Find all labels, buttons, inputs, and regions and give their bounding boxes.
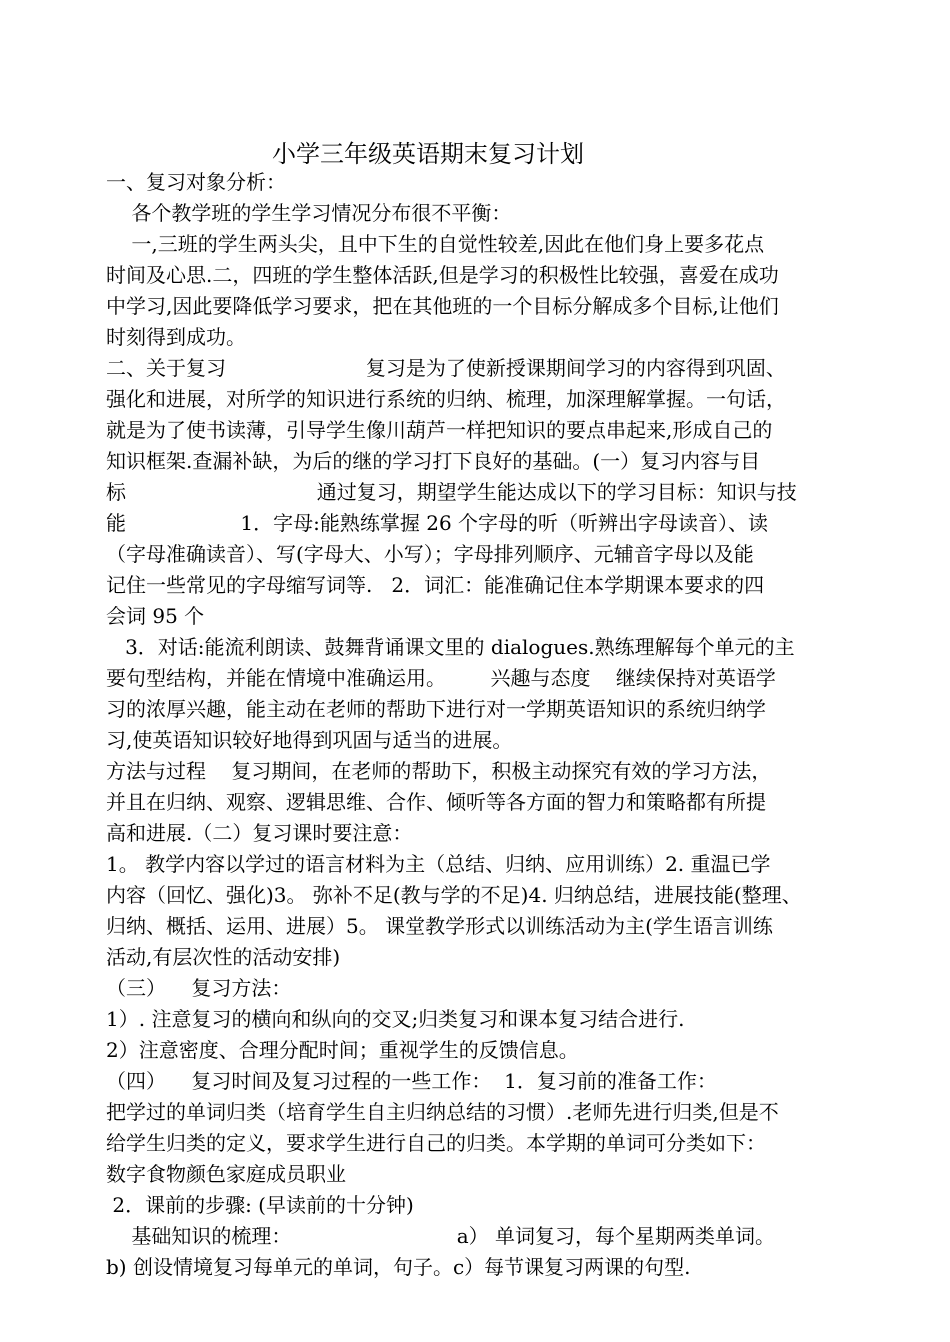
paragraph-line: （字母准确读音）、写(字母大、小写）；字母排列顺序、元辅音字母以及能 bbox=[106, 542, 754, 566]
paragraph-line: 数字食物颜色家庭成员职业 bbox=[106, 1162, 346, 1186]
paragraph-line: 把学过的单词归类（培育学生自主归纳总结的习惯）.老师先进行归类,但是不 bbox=[106, 1100, 779, 1124]
paragraph-line: 标 通过复习，期望学生能达成以下的学习目标：知识与技 bbox=[106, 480, 797, 504]
paragraph-line: 时间及心思.二，四班的学生整体活跃,但是学习的积极性比较强，喜爱在成功 bbox=[106, 263, 779, 287]
section-1-heading: 一、复习对象分析： bbox=[106, 170, 286, 194]
paragraph-line: 记住一些常见的字母缩写词等. 2．词汇：能准确记住本学期课本要求的四 bbox=[106, 573, 765, 597]
paragraph-line: 一,三班的学生两头尖，且中下生的自觉性较差,因此在他们身上要多花点 bbox=[106, 232, 765, 256]
paragraph-line: 要句型结构，并能在情境中准确运用。 兴趣与态度 继续保持对英语学 bbox=[106, 666, 776, 690]
paragraph-line: 各个教学班的学生学习情况分布很不平衡： bbox=[106, 201, 512, 225]
paragraph-line: 3．对话:能流利朗读、鼓舞背诵课文里的 dialogues.熟练理解每个单元的主 bbox=[106, 635, 795, 659]
paragraph-line: 习的浓厚兴趣，能主动在老师的帮助下进行对一学期英语知识的系统归纳学 bbox=[106, 697, 766, 721]
section-4-heading: （四） 复习时间及复习过程的一些工作： 1．复习前的准备工作： bbox=[106, 1069, 717, 1093]
paragraph-line: 就是为了使书读薄，引导学生像川葫芦一样把知识的要点串起来,形成自己的 bbox=[106, 418, 773, 442]
paragraph-line: 2）注意密度、合理分配时间；重视学生的反馈信息。 bbox=[106, 1038, 579, 1062]
paragraph-line: 基础知识的梳理： a） 单词复习，每个星期两类单词。 bbox=[106, 1224, 776, 1248]
paragraph-line: 高和进展.（二）复习课时要注意： bbox=[106, 821, 413, 845]
paragraph-line: 归纳、概括、运用、进展）5。 课堂教学形式以训练活动为主(学生语言训练 bbox=[106, 914, 773, 938]
section-3-heading: （三） 复习方法： bbox=[106, 976, 292, 1000]
paragraph-line: 中学习,因此要降低学习要求，把在其他班的一个目标分解成多个目标,让他们 bbox=[106, 294, 779, 318]
document-title: 小学三年级英语期末复习计划 bbox=[272, 140, 584, 168]
paragraph-line: 活动,有层次性的活动安排) bbox=[106, 945, 341, 969]
paragraph-line: 强化和进展，对所学的知识进行系统的归纳、梳理，加深理解掌握。一句话， bbox=[106, 387, 786, 411]
paragraph-line: 方法与过程 复习期间，在老师的帮助下，积极主动探究有效的学习方法， bbox=[106, 759, 772, 783]
paragraph-line: b) 创设情境复习每单元的单词，句子。c）每节课复习两课的句型. bbox=[106, 1255, 691, 1279]
paragraph-line: 给学生归类的定义，要求学生进行自己的归类。本学期的单词可分类如下： bbox=[106, 1131, 766, 1155]
paragraph-line: 时刻得到成功。 bbox=[106, 325, 246, 349]
paragraph-line: 会词 95 个 bbox=[106, 604, 205, 628]
paragraph-line: 1）. 注意复习的横向和纵向的交叉;归类复习和课本复习结合进行. bbox=[106, 1007, 685, 1031]
paragraph-line: 内容（回忆、强化)3。 弥补不足(教与学的不足)4. 归纳总结，进展技能(整理、 bbox=[106, 883, 802, 907]
paragraph-line: 并且在归纳、观察、逻辑思维、合作、倾听等各方面的智力和策略都有所提 bbox=[106, 790, 766, 814]
paragraph-line: 2．课前的步骤: (早读前的十分钟) bbox=[106, 1193, 414, 1217]
section-2-heading: 二、关于复习 复习是为了使新授课期间学习的内容得到巩固、 bbox=[106, 356, 786, 380]
paragraph-line: 1。 教学内容以学过的语言材料为主（总结、归纳、应用训练）2. 重温已学 bbox=[106, 852, 771, 876]
paragraph-line: 习,使英语知识较好地得到巩固与适当的进展。 bbox=[106, 728, 513, 752]
paragraph-line: 能 1．字母:能熟练掌握 26 个字母的听（听辨出字母读音）、读 bbox=[106, 511, 769, 535]
paragraph-line: 知识框架.查漏补缺，为后的继的学习打下良好的基础。(一）复习内容与目 bbox=[106, 449, 761, 473]
